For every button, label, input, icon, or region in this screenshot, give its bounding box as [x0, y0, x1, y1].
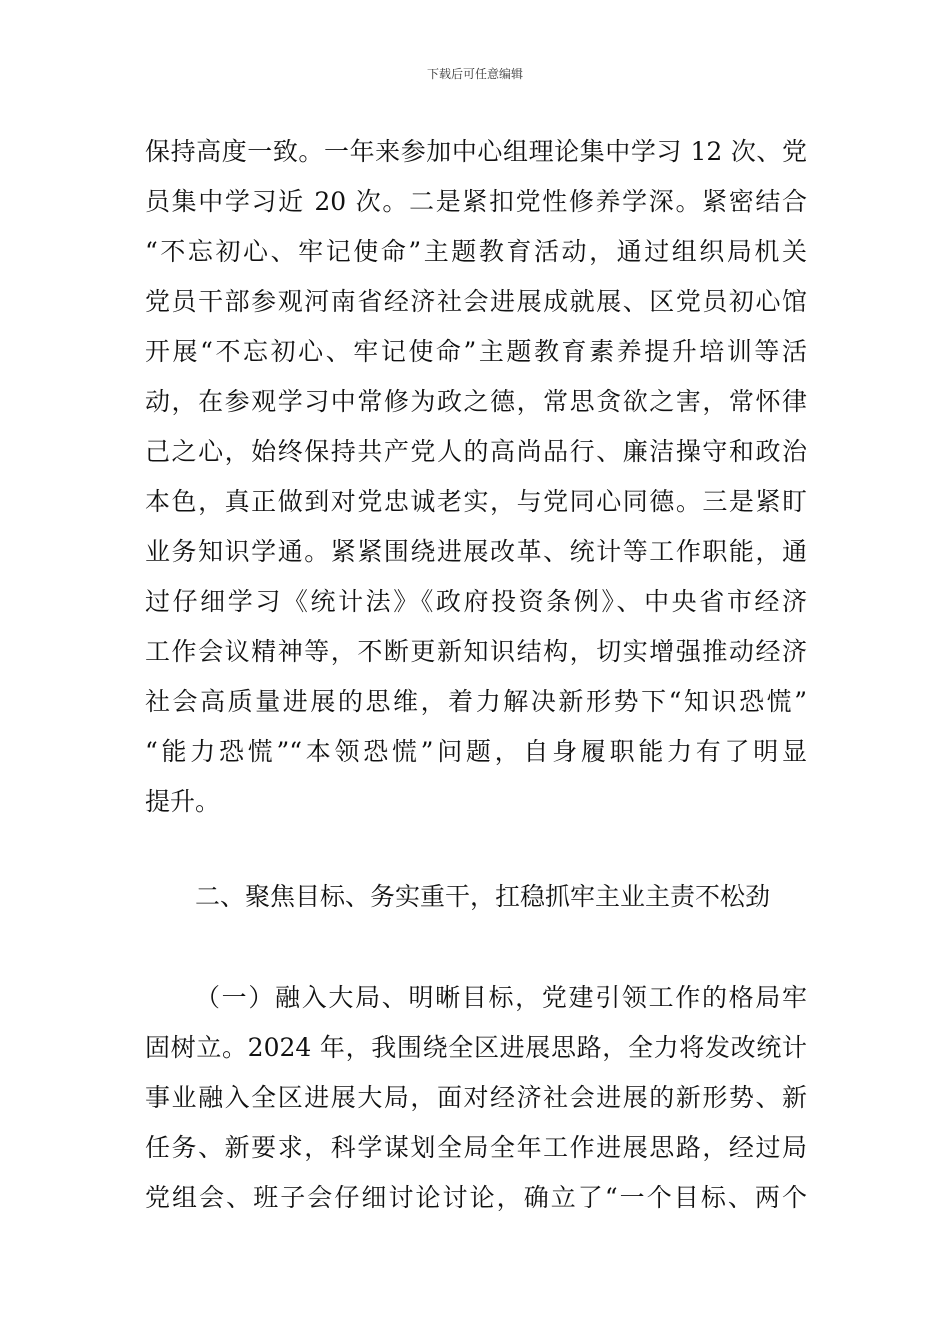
text-line: 工作会议精神等，不断更新知识结构，切实增强推动经济: [145, 637, 807, 666]
text-line: 固树立。2024 年，我围绕全区进展思路，全力将发改统计: [145, 1033, 807, 1062]
text-line: 党组会、班子会仔细讨论讨论，确立了“一个目标、两个: [145, 1183, 807, 1212]
text-line: 开展“不忘初心、牢记使命”主题教育素养提升培训等活: [145, 337, 807, 366]
text-line: 业务知识学通。紧紧围绕进展改革、统计等工作职能，通: [145, 537, 807, 566]
text-line: 事业融入全区进展大局，面对经济社会进展的新形势、新: [145, 1083, 807, 1112]
text-line: 过仔细学习《统计法》《政府投资条例》、中央省市经济: [145, 587, 807, 616]
text-line: 员集中学习近 20 次。二是紧扣党性修养学深。紧密结合: [145, 187, 807, 216]
text-line: 保持高度一致。一年来参加中心组理论集中学习 12 次、党: [145, 137, 807, 166]
paragraph-1: [145, 127, 807, 827]
text-line: 本色，真正做到对党忠诚老实，与党同心同德。三是紧盯: [145, 487, 807, 516]
text-line: 任务、新要求，科学谋划全局全年工作进展思路，经过局: [145, 1133, 807, 1162]
paragraph-2: [145, 973, 807, 1223]
text-line: 提升。: [145, 787, 221, 816]
text-line: 动，在参观学习中常修为政之德，常思贪欲之害，常怀律: [145, 387, 807, 416]
text-line: 社会高质量进展的思维，着力解决新形势下“知识恐慌”: [145, 687, 807, 716]
text-line: 己之心，始终保持共产党人的高尚品行、廉洁操守和政治: [145, 437, 807, 466]
section-heading: 二、聚焦目标、务实重干，扛稳抓牢主业主责不松劲: [195, 882, 771, 911]
text-line: “不忘初心、牢记使命”主题教育活动，通过组织局机关: [145, 237, 807, 266]
text-line: “能力恐慌”“本领恐慌”问题，自身履职能力有了明显: [145, 737, 807, 766]
text-line: 党员干部参观河南省经济社会进展成就展、区党员初心馆: [145, 287, 807, 316]
page-header: 下载后可任意编辑: [426, 67, 523, 81]
text-line: （一）融入大局、明晰目标，党建引领工作的格局牢: [195, 983, 807, 1012]
